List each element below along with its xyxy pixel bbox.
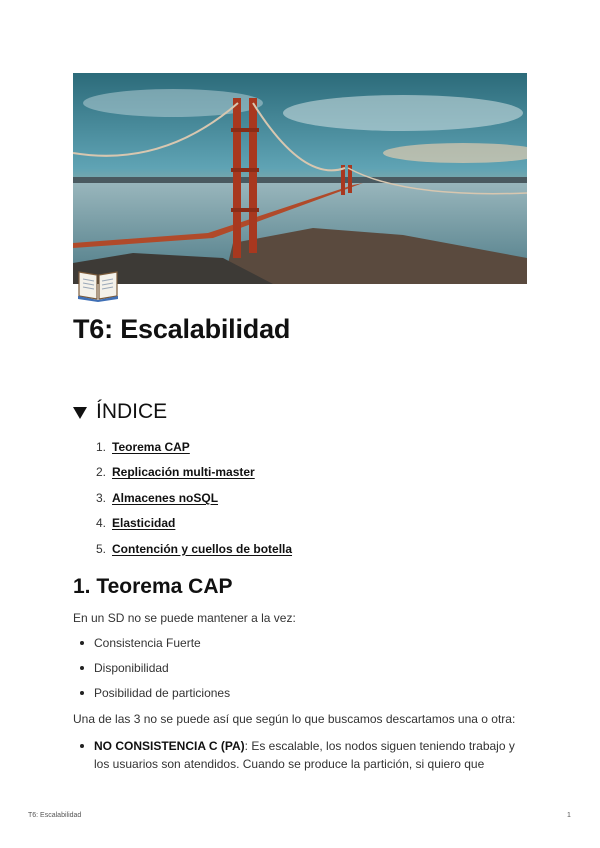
bold-term: NO CONSISTENCIA C (PA) [94,739,245,753]
toc-number: 1. [96,439,107,454]
toc-link-teorema-cap[interactable]: Teorema CAP [112,439,190,454]
toc-item [96,536,292,562]
table-of-contents [96,434,292,562]
page-title: T6: Escalabilidad [73,314,291,344]
toc-number: 3. [96,490,107,505]
bullet-icon [80,744,84,748]
list-item-text: Disponibilidad [94,660,169,675]
list-item [80,680,230,705]
toc-link-elasticidad[interactable]: Elasticidad [112,516,176,531]
list-item-text [94,737,530,773]
toc-item [96,434,292,460]
toc-number: 2. [96,465,107,480]
list-item [80,737,530,773]
cap-options-list [80,737,530,773]
triangle-down-icon[interactable] [73,407,87,419]
item-description: : Es escalable, los nodos siguen teniendo trabajo y los usuarios son atendidos. Cuando se produce la partición, si quiero que [94,739,515,771]
index-heading: ÍNDICE [96,400,168,423]
index-toggle[interactable] [73,400,167,424]
bullet-icon [80,641,84,645]
cap-properties-list [80,630,230,705]
cover-image [73,73,527,284]
second-paragraph: Una de las 3 no se puede así que según lo que buscamos descartamos una o otra: [73,712,516,726]
list-item [80,655,230,680]
toc-item [96,511,292,537]
intro-paragraph: En un SD no se puede mantener a la vez: [73,611,296,625]
toc-link-contencion[interactable]: Contención y cuellos de botella [112,541,293,556]
toc-link-replicacion[interactable]: Replicación multi-master [112,465,255,480]
section-heading-teorema-cap: 1. Teorema CAP [73,575,233,598]
open-book-icon [76,266,120,302]
toc-number: 5. [96,541,107,556]
toc-item [96,485,292,511]
toc-item [96,460,292,486]
list-item [80,630,230,655]
list-item-text: Consistencia Fuerte [94,635,201,650]
toc-link-almacenes-nosql[interactable]: Almacenes noSQL [112,490,219,505]
toc-number: 4. [96,516,107,531]
page-number: 1 [567,812,571,819]
list-item-text: Posibilidad de particiones [94,685,231,700]
bullet-icon [80,666,84,670]
bullet-icon [80,691,84,695]
footer-title: T6: Escalabilidad [28,812,82,819]
